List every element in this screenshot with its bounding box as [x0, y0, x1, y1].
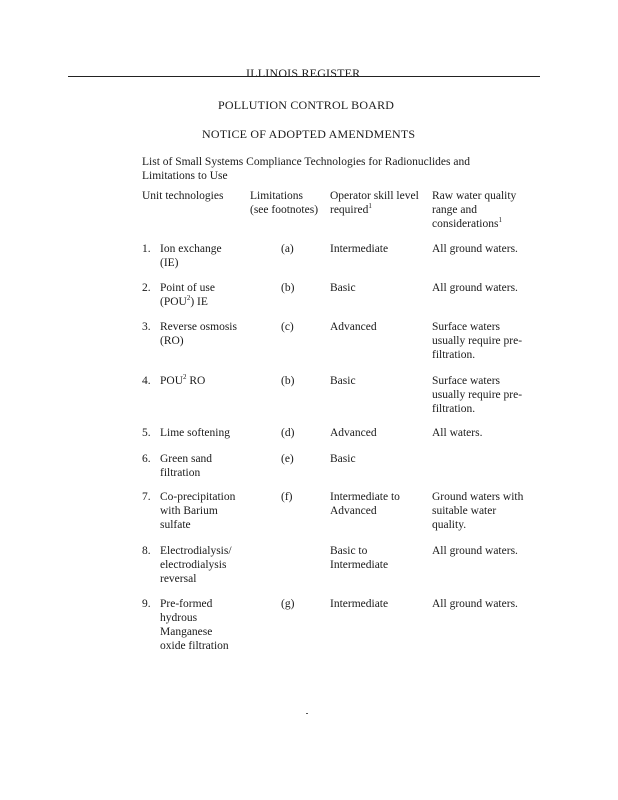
- tech-cell: Lime softening: [160, 427, 230, 439]
- skill-cell: Advanced: [330, 321, 377, 333]
- row-number: 5.: [142, 427, 151, 439]
- tech-cell: Electrodialysis/ electrodialysis reversal: [160, 545, 232, 585]
- table-caption-line2: Limitations to Use: [142, 170, 228, 182]
- header-rule: [68, 76, 540, 77]
- notice-title: NOTICE OF ADOPTED AMENDMENTS: [202, 127, 416, 141]
- row-number: 2.: [142, 282, 151, 294]
- row-number: 9.: [142, 598, 151, 610]
- skill-cell: Advanced: [330, 427, 377, 439]
- row-number: 1.: [142, 243, 151, 255]
- skill-cell: Basic: [330, 282, 356, 294]
- raw-cell: Surface waters usually require pre- filtration.: [432, 375, 523, 415]
- raw-cell: All ground waters.: [432, 282, 518, 294]
- tech-cell: Ion exchange (IE): [160, 243, 222, 269]
- col-header-skill: Operator skill level required$^1$: [330, 190, 419, 216]
- col-header-technology: Unit technologies: [142, 190, 224, 202]
- col-header-limitations: Limitations (see footnotes): [250, 190, 319, 216]
- limit-cell: (a): [281, 243, 294, 255]
- col-header-raw-water: Raw water quality range and considerations$^1$: [432, 190, 517, 230]
- limit-cell: (d): [281, 427, 295, 439]
- tech-cell: Reverse osmosis (RO): [160, 321, 237, 347]
- row-number: 7.: [142, 491, 151, 503]
- raw-cell: All ground waters.: [432, 243, 518, 255]
- raw-cell: All ground waters.: [432, 545, 518, 557]
- limit-cell: (g): [281, 598, 295, 610]
- register-title: ILLINOIS REGISTER: [246, 66, 361, 80]
- tech-cell: Green sand filtration: [160, 453, 213, 479]
- limit-cell: (b): [281, 375, 295, 387]
- limit-cell: (b): [281, 282, 295, 294]
- tech-cell: Pre-formed hydrous Manganese oxide filtration: [160, 598, 229, 652]
- skill-cell: Basic: [330, 375, 356, 387]
- page-mark: [306, 713, 308, 714]
- skill-cell: Intermediate: [330, 243, 389, 255]
- raw-cell: All waters.: [432, 427, 483, 439]
- raw-cell: Ground waters with suitable water quality.: [432, 491, 524, 531]
- row-number: 8.: [142, 545, 151, 557]
- limit-cell: (e): [281, 453, 294, 465]
- skill-cell: Intermediate to Advanced: [330, 491, 400, 517]
- raw-cell: Surface waters usually require pre- filtration.: [432, 321, 523, 361]
- tech-cell: Co-precipitation with Barium sulfate: [160, 491, 236, 531]
- skill-cell: Basic: [330, 453, 356, 465]
- skill-cell: Intermediate: [330, 598, 389, 610]
- tech-cell: POU$^2$ RO: [160, 373, 206, 387]
- row-number: 3.: [142, 321, 151, 333]
- row-number: 6.: [142, 453, 151, 465]
- table-caption-line1: List of Small Systems Compliance Technologies for Radionuclides and: [142, 156, 470, 168]
- row-number: 4.: [142, 375, 151, 387]
- board-title: POLLUTION CONTROL BOARD: [218, 98, 395, 112]
- limit-cell: (c): [281, 321, 294, 333]
- raw-cell: All ground waters.: [432, 598, 518, 610]
- limit-cell: (f): [281, 491, 293, 503]
- tech-cell: Point of use (POU$^2$) IE: [160, 282, 215, 308]
- skill-cell: Basic to Intermediate: [330, 545, 389, 571]
